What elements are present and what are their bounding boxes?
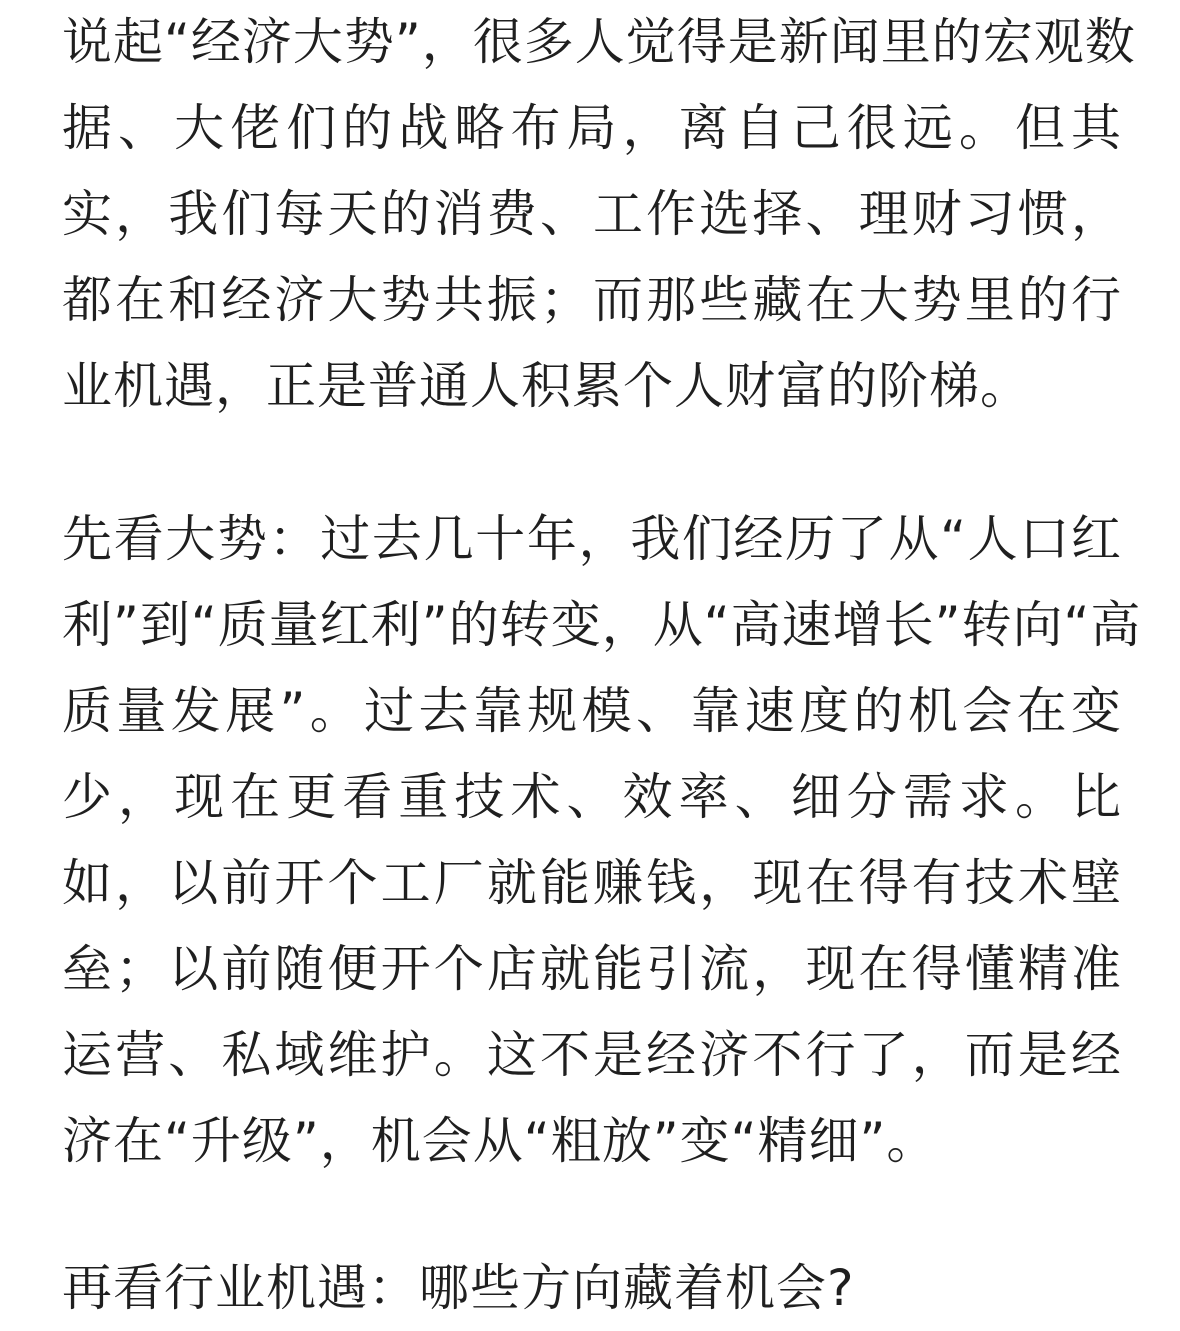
text-line: 实，我们每天的消费、工作选择、理财习惯， bbox=[62, 185, 1122, 243]
text-line: 垒；以前随便开个店就能引流，现在得懂精准 bbox=[62, 940, 1122, 998]
text-line: 济在“升级”，机会从“粗放”变“精细”。 bbox=[62, 1112, 938, 1170]
text-line: 先看大势：过去几十年，我们经历了从“人口红 bbox=[62, 510, 1122, 568]
text-line: 利”到“质量红利”的转变，从“高速增长”转向“高 bbox=[62, 596, 1142, 654]
paragraph-trend bbox=[62, 496, 1142, 1184]
text-line: 如，以前开个工厂就能赚钱，现在得有技术壁 bbox=[62, 854, 1122, 912]
text-line: 再看行业机遇：哪些方向藏着机会? bbox=[62, 1259, 855, 1317]
paragraph-intro bbox=[62, 0, 1136, 429]
text-line: 少，现在更看重技术、效率、细分需求。比 bbox=[62, 768, 1122, 826]
text-line: 说起“经济大势”，很多人觉得是新闻里的宏观数 bbox=[62, 13, 1136, 71]
text-line: 业机遇，正是普通人积累个人财富的阶梯。 bbox=[62, 357, 1031, 415]
text-line: 质量发展”。过去靠规模、靠速度的机会在变 bbox=[62, 682, 1122, 740]
text-line: 都在和经济大势共振；而那些藏在大势里的行 bbox=[62, 271, 1122, 329]
text-line: 运营、私域维护。这不是经济不行了，而是经 bbox=[62, 1026, 1122, 1084]
paragraph-industry bbox=[62, 1245, 1122, 1331]
text-line: 据、大佬们的战略布局，离自己很远。但其 bbox=[62, 99, 1122, 157]
